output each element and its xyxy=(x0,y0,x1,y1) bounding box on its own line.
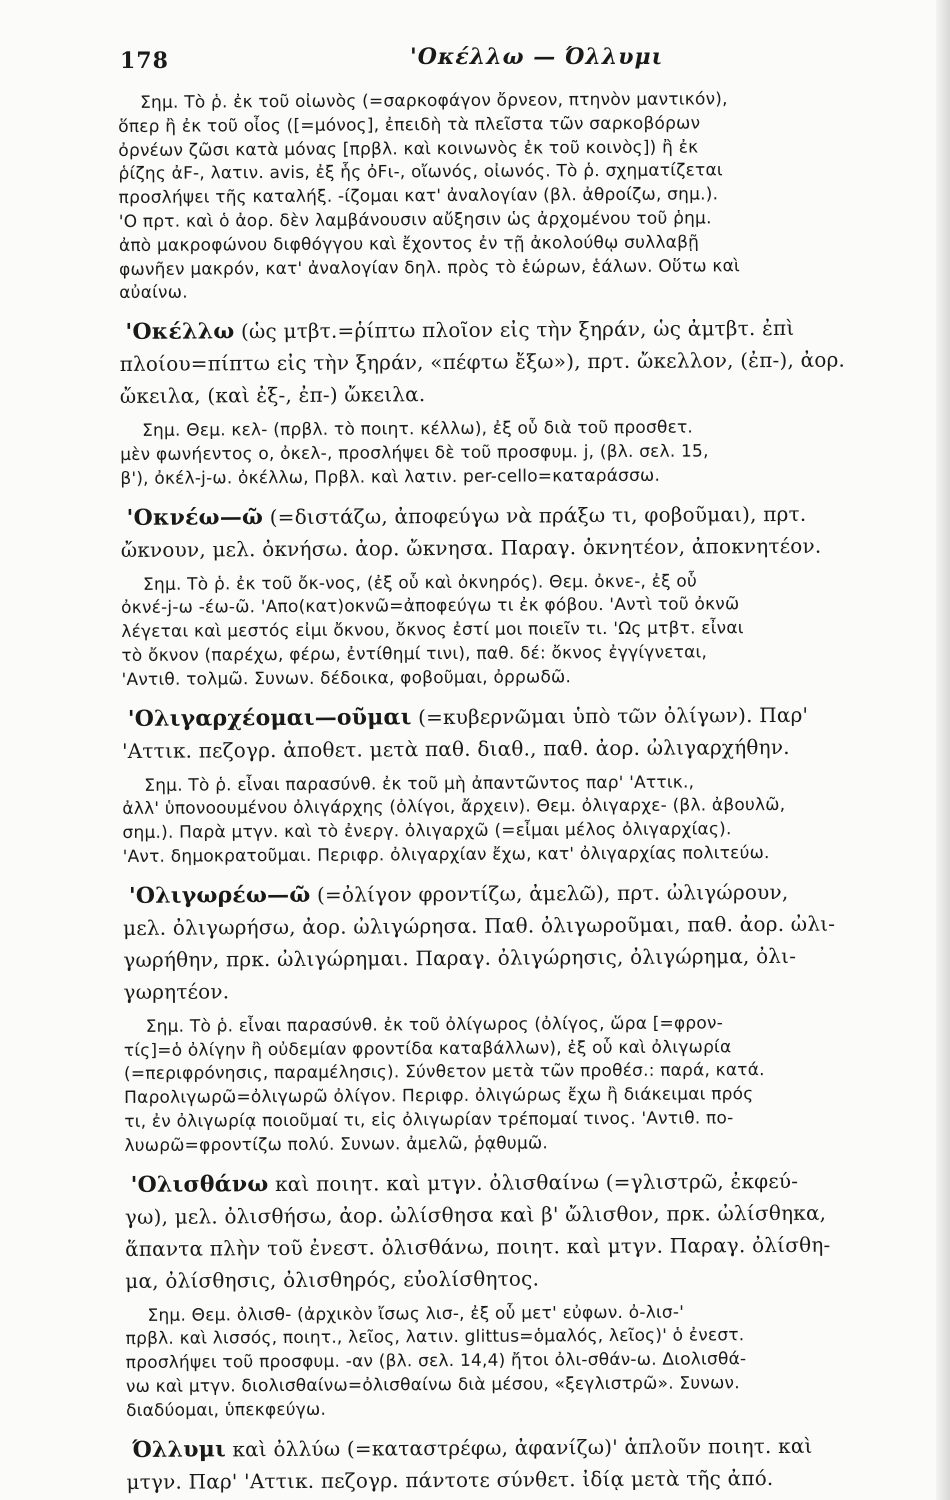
note-line: Σημ. Τὸ ῥ. εἶναι παρασύνθ. ἐκ τοῦ ὀλίγωρος (ὀλίγος, ὥρα [=φρον- xyxy=(145,1013,724,1037)
note-line: Παρολιγωρῶ=ὀλιγωρῶ ὀλίγον. Περιφρ. ὀλιγώρως ἔχω ἢ διάκειμαι πρός xyxy=(124,1084,754,1109)
note-line: ἀλλ' ὑπονοουμένου ὀλιγάρχης (ὀλίγοι, ἄρχειν). Θεμ. ὀλιγαρχε- (βλ. ἀβουλῶ, xyxy=(122,795,786,820)
note-line: νω καὶ μτγν. διολισθαίνω=ὀλισθαίνω διὰ μέσου, «ξεγλιστρῶ». Συνων. xyxy=(125,1373,740,1397)
note-line: ὅπερ ἢ ἐκ τοῦ οἶος ([=μόνος], ἐπειδὴ τὰ πλεῖστα τῶν σαρκοβόρων xyxy=(118,113,701,137)
entry-first-line xyxy=(126,1428,944,1465)
entry-line: μτγν. Παρ' 'Αττικ. πεζογρ. πάντοτε σύνθετ. ἰδίᾳ μετὰ τῆς ἀπό. xyxy=(126,1465,774,1494)
note-line: ὀρνέων ζῶσι κατὰ μόνας [πρβλ. καὶ κοινωνὸς ἐκ τοῦ κοινὸς]) ἢ ἐκ xyxy=(118,137,699,161)
entry-line: ὤκνουν, μελ. ὀκνήσω. ἀορ. ὤκνησα. Παραγ. ὀκνητέον, ἀποκνητέον. xyxy=(120,533,822,562)
note-line: λέγεται καὶ μεστός εἰμι ὄκνου, ὄκνος ἐστί μοι ποιεῖν τι. 'Ως μτβτ. εἶναι xyxy=(121,618,744,643)
running-head: 'Οκέλλω — Όλλυμι xyxy=(410,44,664,70)
note-line: σημ.). Παρὰ μτγν. καὶ τὸ ἐνεργ. ὀλιγαρχῶ (=εἶμαι μέλος ὀλιγαρχίας). xyxy=(122,819,732,844)
entry-note xyxy=(118,87,937,306)
note-line: αὐαίνω. xyxy=(119,282,188,304)
note-line: τὸ ὄκνον (παρέχω, φέρω, ἐντίθημί τινι), παθ. δέ: ὄκνος ἐγγίγνεται, xyxy=(121,642,708,666)
page-header xyxy=(120,44,920,84)
dictionary-entry xyxy=(125,1153,944,1296)
note-line: Σημ. Τὸ ῥ. ἐκ τοῦ ὄκ-νος, (ἐξ οὗ καὶ ὀκνηρός). Θεμ. ὀκνε-, ἐξ οὗ xyxy=(142,571,698,595)
page-number: 178 xyxy=(120,48,169,74)
entry-definition: (ὡς μτβτ.=ῥίπτω πλοῖον εἰς τὴν ξηράν, ὡς ἀμτβτ. ἐπὶ xyxy=(234,316,795,344)
entry-note xyxy=(120,407,938,491)
entry-definition: (=ὀλίγον φροντίζω, ἀμελῶ), πρτ. ὠλιγώρουν, xyxy=(310,879,789,907)
entry-first-line xyxy=(119,311,937,348)
note-line: λυωρῶ=φροντίζω πολύ. Συνων. ἀμελῶ, ῥᾳθυμῶ. xyxy=(124,1133,549,1156)
entry-definition: (=κυβερνῶμαι ὑπὸ τῶν ὀλίγων). Παρ' xyxy=(411,702,809,729)
note-line: 'Αντιθ. τολμῶ. Συνων. δέδοικα, φοβοῦμαι, ὀρρωδῶ. xyxy=(121,666,572,690)
entry-lemma: Όλλυμι xyxy=(132,1435,226,1463)
entry-definition: καὶ ὀλλύω (=καταστρέφω, ἀφανίζω)' ἁπλοῦν ποιητ. καὶ xyxy=(225,1433,813,1461)
note-line: προσλήψει τοῦ προσφυμ. -αν (βλ. σελ. 14,4) ἤτοι ὀλι-σθάν-ω. Διολισθά- xyxy=(125,1349,747,1374)
entry-line: ὤκειλα, (καὶ ἐξ-, ἐπ-) ὤκειλα. xyxy=(119,382,426,409)
note-line: τίς]=ὁ ὀλίγην ἢ οὐδεμίαν φροντίδα καταβάλλων), ἐξ οὗ καὶ ὀλιγωρία xyxy=(123,1036,732,1061)
entry-line: πλοίου=πίπτω εἰς τὴν ξηράν, «πέφτω ἔξω»), πρτ. ὤκελλον, (ἐπ-), ἀορ. xyxy=(119,347,846,377)
dictionary-text xyxy=(118,87,945,1497)
dictionary-entry xyxy=(120,487,938,566)
note-line: διαδύομαι, ὑπεκφεύγω. xyxy=(125,1399,327,1421)
entry-first-line xyxy=(121,497,939,534)
entry-first-line xyxy=(123,875,941,912)
note-line: Σημ. Τὸ ῥ. εἶναι παρασύνθ. ἐκ τοῦ μὴ ἀπαντῶντος παρ' 'Αττικ., xyxy=(144,772,695,796)
entry-line: γωρήθην, πρκ. ὠλιγώρημαι. Παραγ. ὀλιγώρησις, ὀλιγώρημα, ὀλι- xyxy=(123,943,797,972)
dictionary-entry xyxy=(119,301,938,412)
note-line: Σημ. Τὸ ῥ. ἐκ τοῦ οἰωνὸς (=σαρκοφάγον ὄρνεον, πτηνὸν μαντικόν), xyxy=(140,89,728,113)
entry-line: ἅπαντα πλὴν τοῦ ἐνεστ. ὀλισθάνω, ποιητ. καὶ μτγν. Παραγ. ὀλίσθη- xyxy=(124,1232,831,1261)
entry-line: γω), μελ. ὀλισθήσω, ἀορ. ὠλίσθησα καὶ β' ὤλισθον, πρκ. ὠλίσθηκα, xyxy=(124,1200,827,1229)
note-line: Σημ. Θεμ. ὀλισθ- (ἀρχικὸν ἴσως λισ-, ἐξ οὗ μετ' εὐφων. ὀ-λισ-' xyxy=(147,1302,685,1326)
entry-first-line xyxy=(122,698,940,735)
note-line: 'Αντ. δημοκρατοῦμαι. Περιφρ. ὀλιγαρχίαν ἔχω, κατ' ὀλιγαρχίας πολιτεύω. xyxy=(122,842,770,867)
entry-line: μα, ὀλίσθησις, ὀλισθηρός, εὐολίσθητος. xyxy=(125,1265,540,1293)
dictionary-entry xyxy=(126,1418,944,1497)
note-line: 'Ο πρτ. καὶ ὁ ἀορ. δὲν λαμβάνουσιν αὔξησιν ὡς ἀρχομένου τοῦ ῥημ. xyxy=(118,208,712,232)
entry-line: γωρητέον. xyxy=(123,979,230,1004)
note-line: ῥίζης ἀF-, λατιν. avis, ἐξ ἧς ὀFι-, οἴωνός, οἰωνός. Τὸ ῥ. σχηματίζεται xyxy=(118,160,723,185)
entry-note xyxy=(124,1003,943,1159)
note-line: προσλήψει τῆς καταλήξ. -ίζομαι κατ' ἀναλογίαν (βλ. ἀθροίζω, σημ.). xyxy=(118,184,719,209)
entry-lemma: 'Οκνέω—ῶ xyxy=(126,503,264,531)
entry-line: 'Αττικ. πεζογρ. ἀποθετ. μετὰ παθ. διαθ., παθ. ἀορ. ὠλιγαρχήθην. xyxy=(121,734,790,763)
entry-lemma: 'Ολιγωρέω—ῶ xyxy=(128,881,311,909)
dictionary-entry xyxy=(122,688,940,767)
entry-definition: (=διστάζω, ἀποφεύγω νὰ πράξω τι, φοβοῦμαι), πρτ. xyxy=(263,501,807,529)
dictionary-entry xyxy=(123,865,942,1008)
entry-lemma: 'Ολισθάνω xyxy=(130,1170,269,1198)
entry-lemma: 'Ολιγαρχέομαι—οῦμαι xyxy=(127,703,412,732)
note-line: β'), ὀκέλ-j-ω. ὀκέλλω, Πρβλ. καὶ λατιν. per-cello=καταράσσω. xyxy=(120,465,661,489)
entry-first-line xyxy=(125,1163,943,1200)
note-line: ὀκνέ-j-ω -έω-ῶ. 'Απο(κατ)οκνῶ=ἀποφεύγω τι ἐκ φόβου. 'Αντὶ τοῦ ὀκνῶ xyxy=(121,594,740,619)
entry-lemma: 'Οκέλλω xyxy=(125,318,235,346)
note-line: ἀπὸ μακροφώνου διφθόγγου καὶ ἔχοντος ἐν τῇ ἀκολούθῳ συλλαβῇ xyxy=(118,232,700,256)
note-line: πρβλ. καὶ λισσός, ποιητ., λεῖος, λατιν. glittus=ὁμαλός, λεῖος)' ὁ ἐνεστ. xyxy=(125,1325,745,1350)
entry-note xyxy=(121,561,940,693)
entry-note xyxy=(122,762,941,870)
note-line: Σημ. Θεμ. κελ- (πρβλ. τὸ ποιητ. κέλλω), ἐξ οὗ διὰ τοῦ προσθετ. xyxy=(142,417,694,442)
entry-line: μελ. ὀλιγωρήσω, ἀορ. ὠλιγώρησα. Παθ. ὀλιγωροῦμαι, παθ. ἀορ. ὠλι- xyxy=(123,911,836,940)
entry-definition: καὶ ποιητ. καὶ μτγν. ὀλισθαίνω (=γλιστρῶ, ἐκφεύ- xyxy=(268,1168,799,1196)
note-line: τι, ἐν ὀλιγωρίᾳ ποιοῦμαί τι, εἰς ὀλιγωρίαν τρέπομαί τινος. 'Αντιθ. πο- xyxy=(124,1108,734,1132)
page-edge xyxy=(936,0,950,1500)
note-line: μὲν φωνήεντος ο, ὀκελ-, προσλήψει δὲ τοῦ προσφυμ. j, (βλ. σελ. 15, xyxy=(120,441,709,465)
note-line: (=περιφρόνησις, παραμέλησις). Σύνθετον μετὰ τῶν προθέσ.: παρά, κατά. xyxy=(123,1060,765,1085)
entry-note xyxy=(125,1291,944,1423)
note-line: φωνῆεν μακρόν, κατ' ἀναλογίαν δηλ. πρὸς τὸ ἑώρων, ἑάλων. Οὕτω καὶ xyxy=(119,255,741,280)
